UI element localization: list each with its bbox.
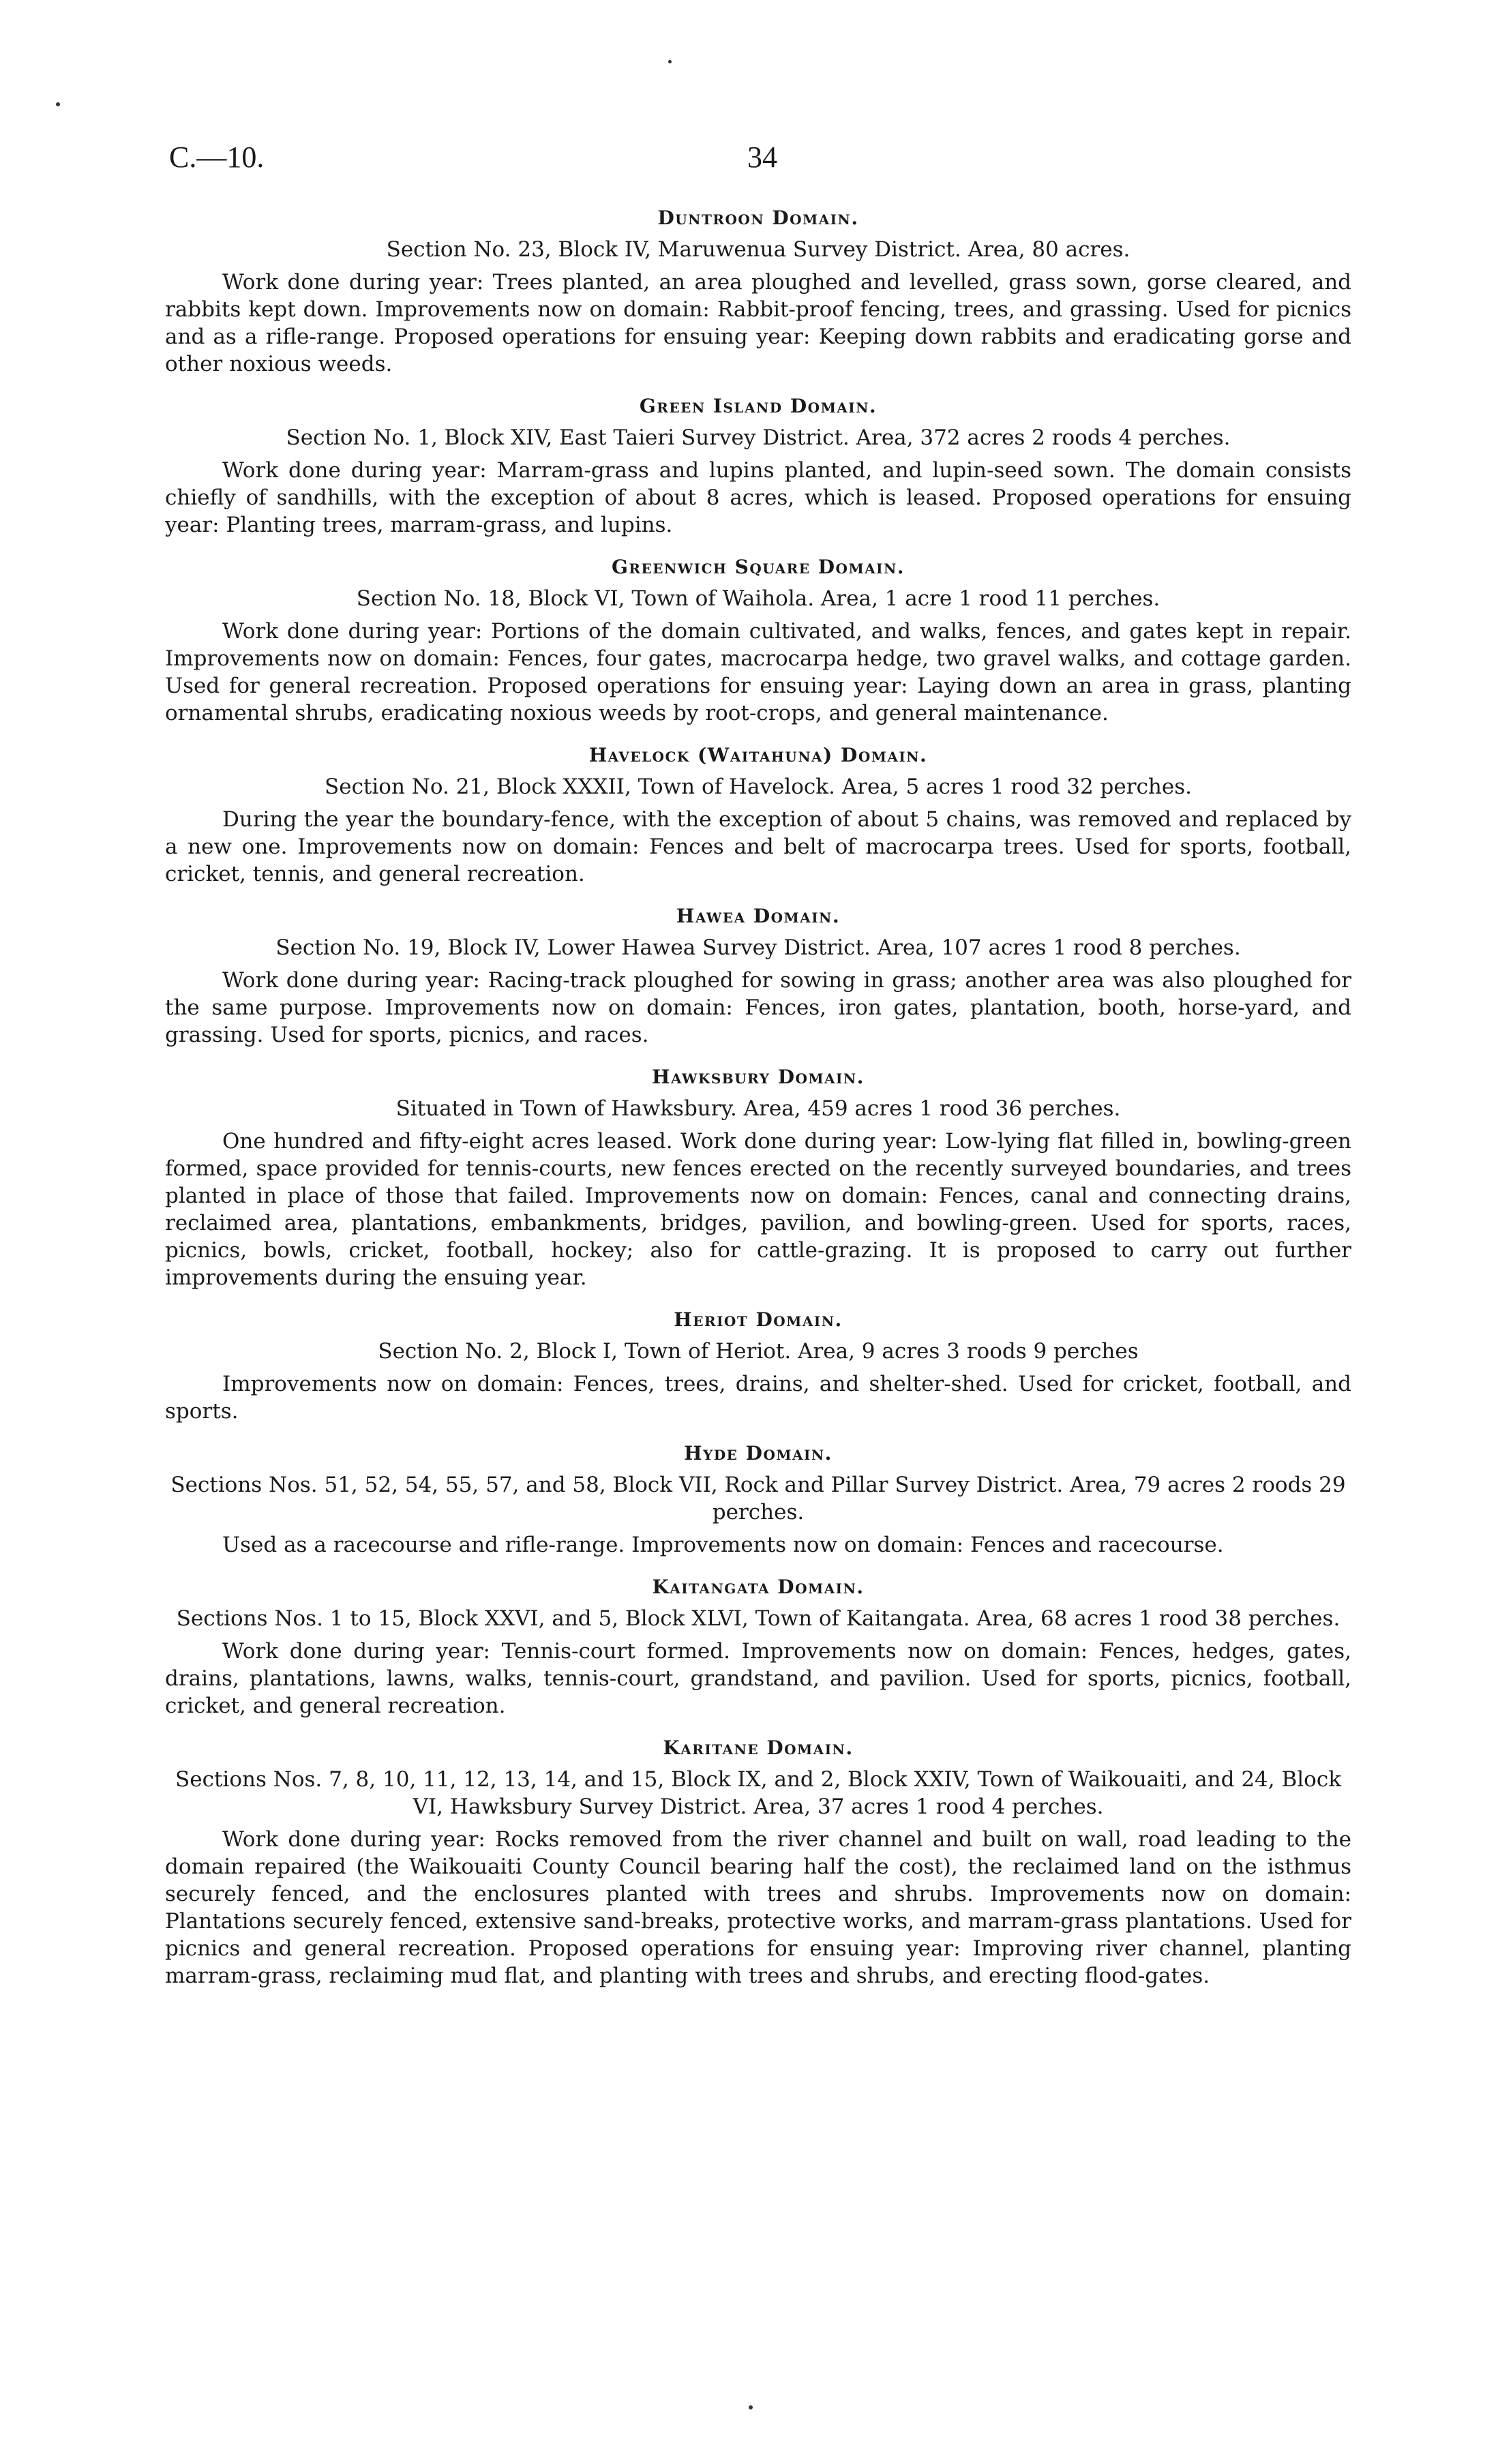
page-header [169, 140, 1355, 187]
domain-section: Sections Nos. 1 to 15, Block XXVI, and 5, Block XLVI, Town of Kaitangata. Area, 68 acres 1 rood 38 perches. [176, 1606, 1340, 1631]
domain-entry-greenwich-square [165, 554, 1351, 727]
domain-title: Kaitangata Domain. [652, 1576, 865, 1598]
domain-entry-heriot [165, 1306, 1351, 1425]
domain-entry-havelock [165, 742, 1351, 888]
domain-section: Section No. 21, Block XXXII, Town of Havelock. Area, 5 acres 1 rood 32 perches. [324, 775, 1192, 799]
domain-title: Duntroon Domain. [657, 207, 859, 229]
domain-entry-duntroon [165, 205, 1351, 378]
domain-section: Sections Nos. 51, 52, 54, 55, 57, and 58, Block VII, Rock and Pillar Survey District. Area, 79 acres 2 roods 29 perches. [170, 1473, 1346, 1524]
page-content [165, 205, 1351, 2004]
scan-speck [749, 2405, 753, 2409]
domain-entry-hawea [165, 903, 1351, 1049]
domain-section: Section No. 19, Block IV, Lower Hawea Survey District. Area, 107 acres 1 rood 8 perches. [275, 935, 1241, 960]
domain-body: Work done during year: Trees planted, an area ploughed and levelled, grass sown, gorse cleared, and rabbits kept down. Improvements now on domain: Rabbit-proof fencing, trees, and grassing. Used for picnics and as a rifle-range. Proposed operations for ensuing year: Keeping down rabbits and eradicating gorse and other noxious weeds. [165, 270, 1351, 376]
domain-body: One hundred and fifty-eight acres leased. Work done during year: Low-lying flat filled in, bowling-green formed, space provided for tennis-courts, new fences erected on the recently surveyed boundaries, and trees planted in place of those that failed. Improvements now on domain: Fences, canal and connecting drains, reclaimed area, plantations, embankments, bridges, pavilion, and bowling-green. Used for sports, races, picnics, bowls, cricket, football, hockey; also for cattle-grazing. It is proposed to carry out further improvements during the ensuing year. [165, 1129, 1351, 1290]
domain-body: Work done during year: Tennis-court formed. Improvements now on domain: Fences, hedges, gates, drains, plantations, lawns, walks, tennis-court, grandstand, and pavilion. Used for sports, picnics, football, cricket, and general recreation. [165, 1639, 1351, 1718]
domain-section: Situated in Town of Hawksbury. Area, 459 acres 1 rood 36 perches. [395, 1096, 1121, 1121]
domain-section: Section No. 1, Block XIV, East Taieri Survey District. Area, 372 acres 2 roods 4 perches. [286, 425, 1231, 450]
domain-title: Karitane Domain. [663, 1737, 854, 1759]
scan-speck [56, 102, 60, 106]
domain-title: Hawksbury Domain. [652, 1066, 865, 1088]
domain-entry-green-island [165, 393, 1351, 539]
domain-body: Work done during year: Rocks removed from the river channel and built on wall, road leading to the domain repaired (the Waikouaiti County Council bearing half the cost), the reclaimed land on the isthmus securely fenced, and the enclosures planted with trees and shrubs. Improvements now on domain: Plantations securely fenced, extensive sand-breaks, protective works, and marram-grass plantations. Used for picnics and general recreation. Proposed operations for ensuing year: Improving river channel, planting marram-grass, reclaiming mud flat, and planting with trees and shrubs, and erecting flood-gates. [165, 1827, 1351, 1988]
domain-body: Work done during year: Racing-track ploughed for sowing in grass; another area was also ploughed for the same purpose. Improvements now on domain: Fences, iron gates, plantation, booth, horse-yard, and grassing. Used for sports, picnics, and races. [165, 968, 1351, 1047]
domain-title: Green Island Domain. [639, 395, 878, 417]
domain-title: Greenwich Square Domain. [611, 556, 905, 578]
domain-body: During the year the boundary-fence, with the exception of about 5 chains, was removed and replaced by a new one. Improvements now on domain: Fences and belt of macrocarpa trees. Used for sports, football, cricket, tennis, and general recreation. [165, 807, 1351, 886]
domain-section: Section No. 23, Block IV, Maruwenua Survey District. Area, 80 acres. [386, 237, 1130, 262]
domain-title: Havelock (Waitahuna) Domain. [588, 744, 928, 766]
domain-entry-karitane [165, 1734, 1351, 1989]
domain-title: Hyde Domain. [684, 1442, 833, 1464]
page-number: 34 [747, 140, 777, 174]
domain-entry-hyde [165, 1440, 1351, 1559]
domain-entry-kaitangata [165, 1574, 1351, 1719]
domain-section: Section No. 2, Block I, Town of Heriot. Area, 9 acres 3 roods 9 perches [378, 1339, 1139, 1364]
domain-body: Work done during year: Marram-grass and lupins planted, and lupin-seed sown. The domain consists chiefly of sandhills, with the exception of about 8 acres, which is leased. Proposed operations for ensuing year: Planting trees, marram-grass, and lupins. [165, 458, 1351, 537]
domain-title: Heriot Domain. [674, 1308, 843, 1331]
domain-title: Hawea Domain. [676, 905, 841, 927]
domain-entry-hawksbury [165, 1064, 1351, 1291]
domain-section: Sections Nos. 7, 8, 10, 11, 12, 13, 14, and 15, Block IX, and 2, Block XXIV, Town of Waikouaiti, and 24, Block VI, Hawksbury Survey District. Area, 37 acres 1 rood 4 perches. [175, 1767, 1341, 1819]
domain-body: Improvements now on domain: Fences, trees, drains, and shelter-shed. Used for cricket, football, and sports. [165, 1372, 1351, 1424]
domain-section: Section No. 18, Block VI, Town of Waihola. Area, 1 acre 1 rood 11 perches. [356, 586, 1160, 611]
scan-speck [668, 60, 672, 63]
domain-body: Used as a racecourse and rifle-range. Improvements now on domain: Fences and racecourse. [222, 1533, 1224, 1557]
document-reference: C.—10. [169, 140, 265, 174]
domain-body: Work done during year: Portions of the domain cultivated, and walks, fences, and gates kept in repair. Improvements now on domain: Fences, four gates, macrocarpa hedge, two gravel walks, and cottage garden. Used for general recreation. Proposed operations for ensuing year: Laying down an area in grass, planting ornamental shrubs, eradicating noxious weeds by root-crops, and general maintenance. [165, 619, 1351, 725]
